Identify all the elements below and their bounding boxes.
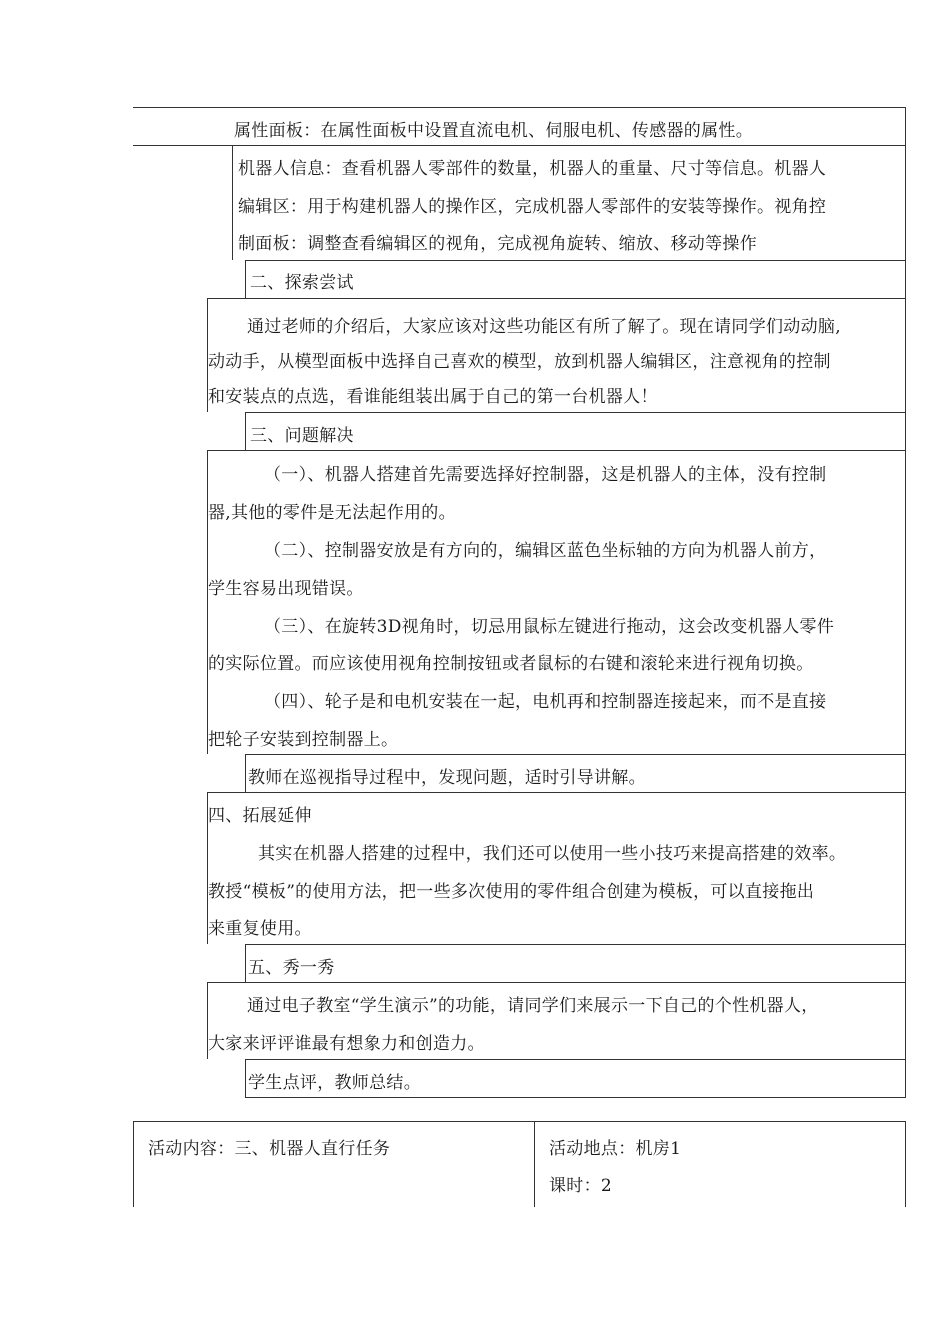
activity-location: 活动地点：机房1 — [549, 1139, 682, 1159]
problem-body-line-3: （二）、控制器安放是有方向的，编辑区蓝色坐标轴的方向为机器人前方， — [264, 541, 827, 561]
show-body-line-1: 通过电子教室“学生演示”的功能，请同学们来展示一下自己的个性机器人， — [247, 996, 819, 1016]
extend-body-line-2: 教授“模板”的使用方法，把一些多次使用的零件组合创建为模板，可以直接拖出 — [208, 882, 815, 902]
problem-body-line-2: 器,其他的零件是无法起作用的。 — [208, 503, 456, 523]
explore-body-line-2: 动动手，从模型面板中选择自己喜欢的模型，放到机器人编辑区，注意视角的控制 — [208, 352, 831, 372]
row-show-heading — [245, 944, 906, 982]
activity-content: 活动内容：三、机器人直行任务 — [148, 1139, 391, 1159]
activity-table — [133, 1121, 906, 1207]
problem-body-line-5: （三）、在旋转3D视角时，切忌用鼠标左键进行拖动，这会改变机器人零件 — [264, 617, 835, 637]
explore-body-line-1: 通过老师的介绍后，大家应该对这些功能区有所了解了。现在请同学们动动脑, — [247, 317, 841, 337]
extend-heading: 四、拓展延伸 — [208, 806, 312, 826]
problem-body-line-6: 的实际位置。而应该使用视角控制按钮或者鼠标的右键和滚轮来进行视角切换。 — [208, 654, 814, 674]
show-heading: 五、秀一秀 — [248, 958, 335, 978]
explore-heading: 二、探索尝试 — [250, 273, 354, 293]
robot-info-line-1: 机器人信息：查看机器人零部件的数量，机器人的重量、尺寸等信息。机器人 — [238, 159, 827, 179]
explore-body-line-3: 和安装点的点选，看谁能组装出属于自己的第一台机器人！ — [208, 387, 658, 407]
problem-body-line-7: （四）、轮子是和电机安装在一起，电机再和控制器连接起来，而不是直接 — [264, 692, 827, 712]
properties-panel-text: 属性面板：在属性面板中设置直流电机、伺服电机、传感器的属性。 — [234, 121, 753, 141]
problem-body-line-4: 学生容易出现错误。 — [208, 579, 364, 599]
activity-hours: 课时：2 — [549, 1176, 613, 1196]
extend-body-line-3: 来重复使用。 — [208, 919, 312, 939]
problem-body-line-1: （一）、机器人搭建首先需要选择好控制器，这是机器人的主体，没有控制 — [264, 465, 827, 485]
extend-body-line-1: 其实在机器人搭建的过程中，我们还可以使用一些小技巧来提高搭建的效率。 — [258, 844, 847, 864]
problem-body-line-8: 把轮子安装到控制器上。 — [208, 730, 399, 750]
summary-text: 学生点评，教师总结。 — [248, 1073, 421, 1093]
robot-info-line-3: 制面板：调整查看编辑区的视角，完成视角旋转、缩放、移动等操作 — [238, 234, 757, 254]
robot-info-line-2: 编辑区：用于构建机器人的操作区，完成机器人零部件的安装等操作。视角控 — [238, 197, 827, 217]
show-body-line-2: 大家来评评谁最有想象力和创造力。 — [208, 1034, 485, 1054]
problem-heading: 三、问题解决 — [250, 426, 354, 446]
teacher-note: 教师在巡视指导过程中，发现问题，适时引导讲解。 — [248, 768, 646, 788]
activity-table-divider — [534, 1121, 535, 1207]
row-extend — [207, 792, 906, 944]
